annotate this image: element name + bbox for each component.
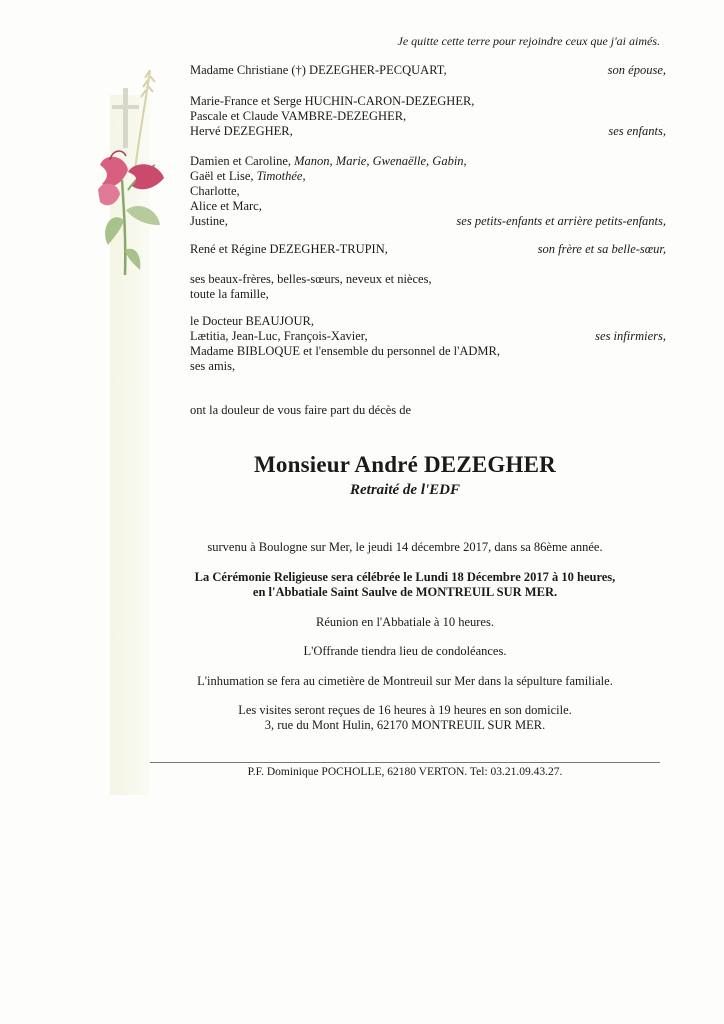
carers-row-3: [190, 343, 666, 359]
grandchild-line: Alice et Marc,: [190, 199, 262, 213]
grandchild-line: Charlotte,: [190, 184, 240, 198]
grandchildren-row-3: [190, 183, 666, 199]
grandchild-parents: Damien et Caroline,: [190, 154, 295, 168]
funeral-home-info: P.F. Dominique POCHOLLE, 62180 VERTON. Tel: 03.21.09.43.27.: [247, 766, 563, 778]
grandchildren-relation: ses petits-enfants et arrière petits-enfants,: [456, 214, 666, 228]
children-row-3: [190, 123, 666, 139]
reunion-text: Réunion en l'Abbatiale à 10 heures.: [316, 615, 494, 629]
carer-line: le Docteur BEAUJOUR,: [190, 314, 314, 328]
death-details: survenu à Boulogne sur Mer, le jeudi 14 décembre 2017, dans sa 86ème année.: [207, 540, 603, 554]
child-line: Hervé DEZEGHER,: [190, 124, 293, 138]
announcement-row: [190, 402, 666, 418]
grandchildren-row-2: [190, 168, 666, 184]
children-row-1: [190, 93, 666, 109]
grandchild-children: Manon, Marie, Gwenaëlle, Gabin,: [294, 154, 467, 168]
announcement-text: ont la douleur de vous faire part du décès de: [190, 403, 412, 417]
extended-row-2: [190, 286, 666, 302]
visits-line-1: Les visites seront reçues de 16 heures à 19 heures en son domicile.: [238, 703, 572, 717]
grandchildren-row-1: [190, 153, 666, 169]
carers-row-1: [190, 313, 666, 329]
grandchild-line: [190, 168, 306, 184]
sibling-name: René et Régine DEZEGHER-TRUPIN,: [190, 242, 388, 256]
carer-line: Lætitia, Jean-Luc, François-Xavier,: [190, 329, 368, 343]
grandchild-line: Justine,: [190, 214, 228, 228]
grandchild-parents: Gaël et Lise,: [190, 169, 257, 183]
spouse-relation: son épouse,: [607, 63, 666, 77]
burial-text: L'inhumation se fera au cimetière de Montreuil sur Mer dans la sépulture familiale.: [197, 674, 613, 688]
children-row-2: [190, 108, 666, 124]
child-line: Marie-France et Serge HUCHIN-CARON-DEZEGHER,: [190, 94, 475, 108]
spouse-row: [190, 62, 666, 78]
carer-line: ses amis,: [190, 359, 236, 373]
sibling-relation: son frère et sa belle-sœur,: [537, 242, 666, 256]
spouse-name: Madame Christiane (†) DEZEGHER-PECQUART,: [190, 63, 447, 77]
grandchild-children: Timothée,: [256, 169, 306, 183]
carer-line: Madame BIBLOQUE et l'ensemble du personnel de l'ADMR,: [190, 344, 500, 358]
extended-line: ses beaux-frères, belles-sœurs, neveux et nièces,: [190, 272, 432, 286]
grandchildren-row-5: [190, 213, 666, 229]
sibling-row: [190, 241, 666, 257]
extended-row-1: [190, 271, 666, 287]
grandchildren-row-4: [190, 198, 666, 214]
grandchild-line: [190, 153, 467, 169]
visits-line-2: 3, rue du Mont Hulin, 62170 MONTREUIL SUR MER.: [264, 718, 546, 732]
footer-divider: [150, 762, 660, 763]
offering-text: L'Offrande tiendra lieu de condoléances.: [303, 644, 507, 658]
carers-row-2: [190, 328, 666, 344]
carers-row-4: [190, 358, 666, 374]
extended-line: toute la famille,: [190, 287, 269, 301]
deceased-title: Retraité de l'EDF: [350, 482, 460, 498]
ceremony-line-2: en l'Abbatiale Saint Saulve de MONTREUIL SUR MER.: [252, 585, 558, 599]
epigraph: Je quitte cette terre pour rejoindre ceux que j'ai aimés.: [397, 34, 660, 48]
child-line: Pascale et Claude VAMBRE-DEZEGHER,: [190, 109, 407, 123]
children-relation: ses enfants,: [608, 124, 666, 138]
carers-relation: ses infirmiers,: [595, 329, 666, 343]
deceased-name: Monsieur André DEZEGHER: [254, 452, 556, 477]
ceremony-line-1: La Cérémonie Religieuse sera célébrée le Lundi 18 Décembre 2017 à 10 heures,: [194, 570, 616, 584]
